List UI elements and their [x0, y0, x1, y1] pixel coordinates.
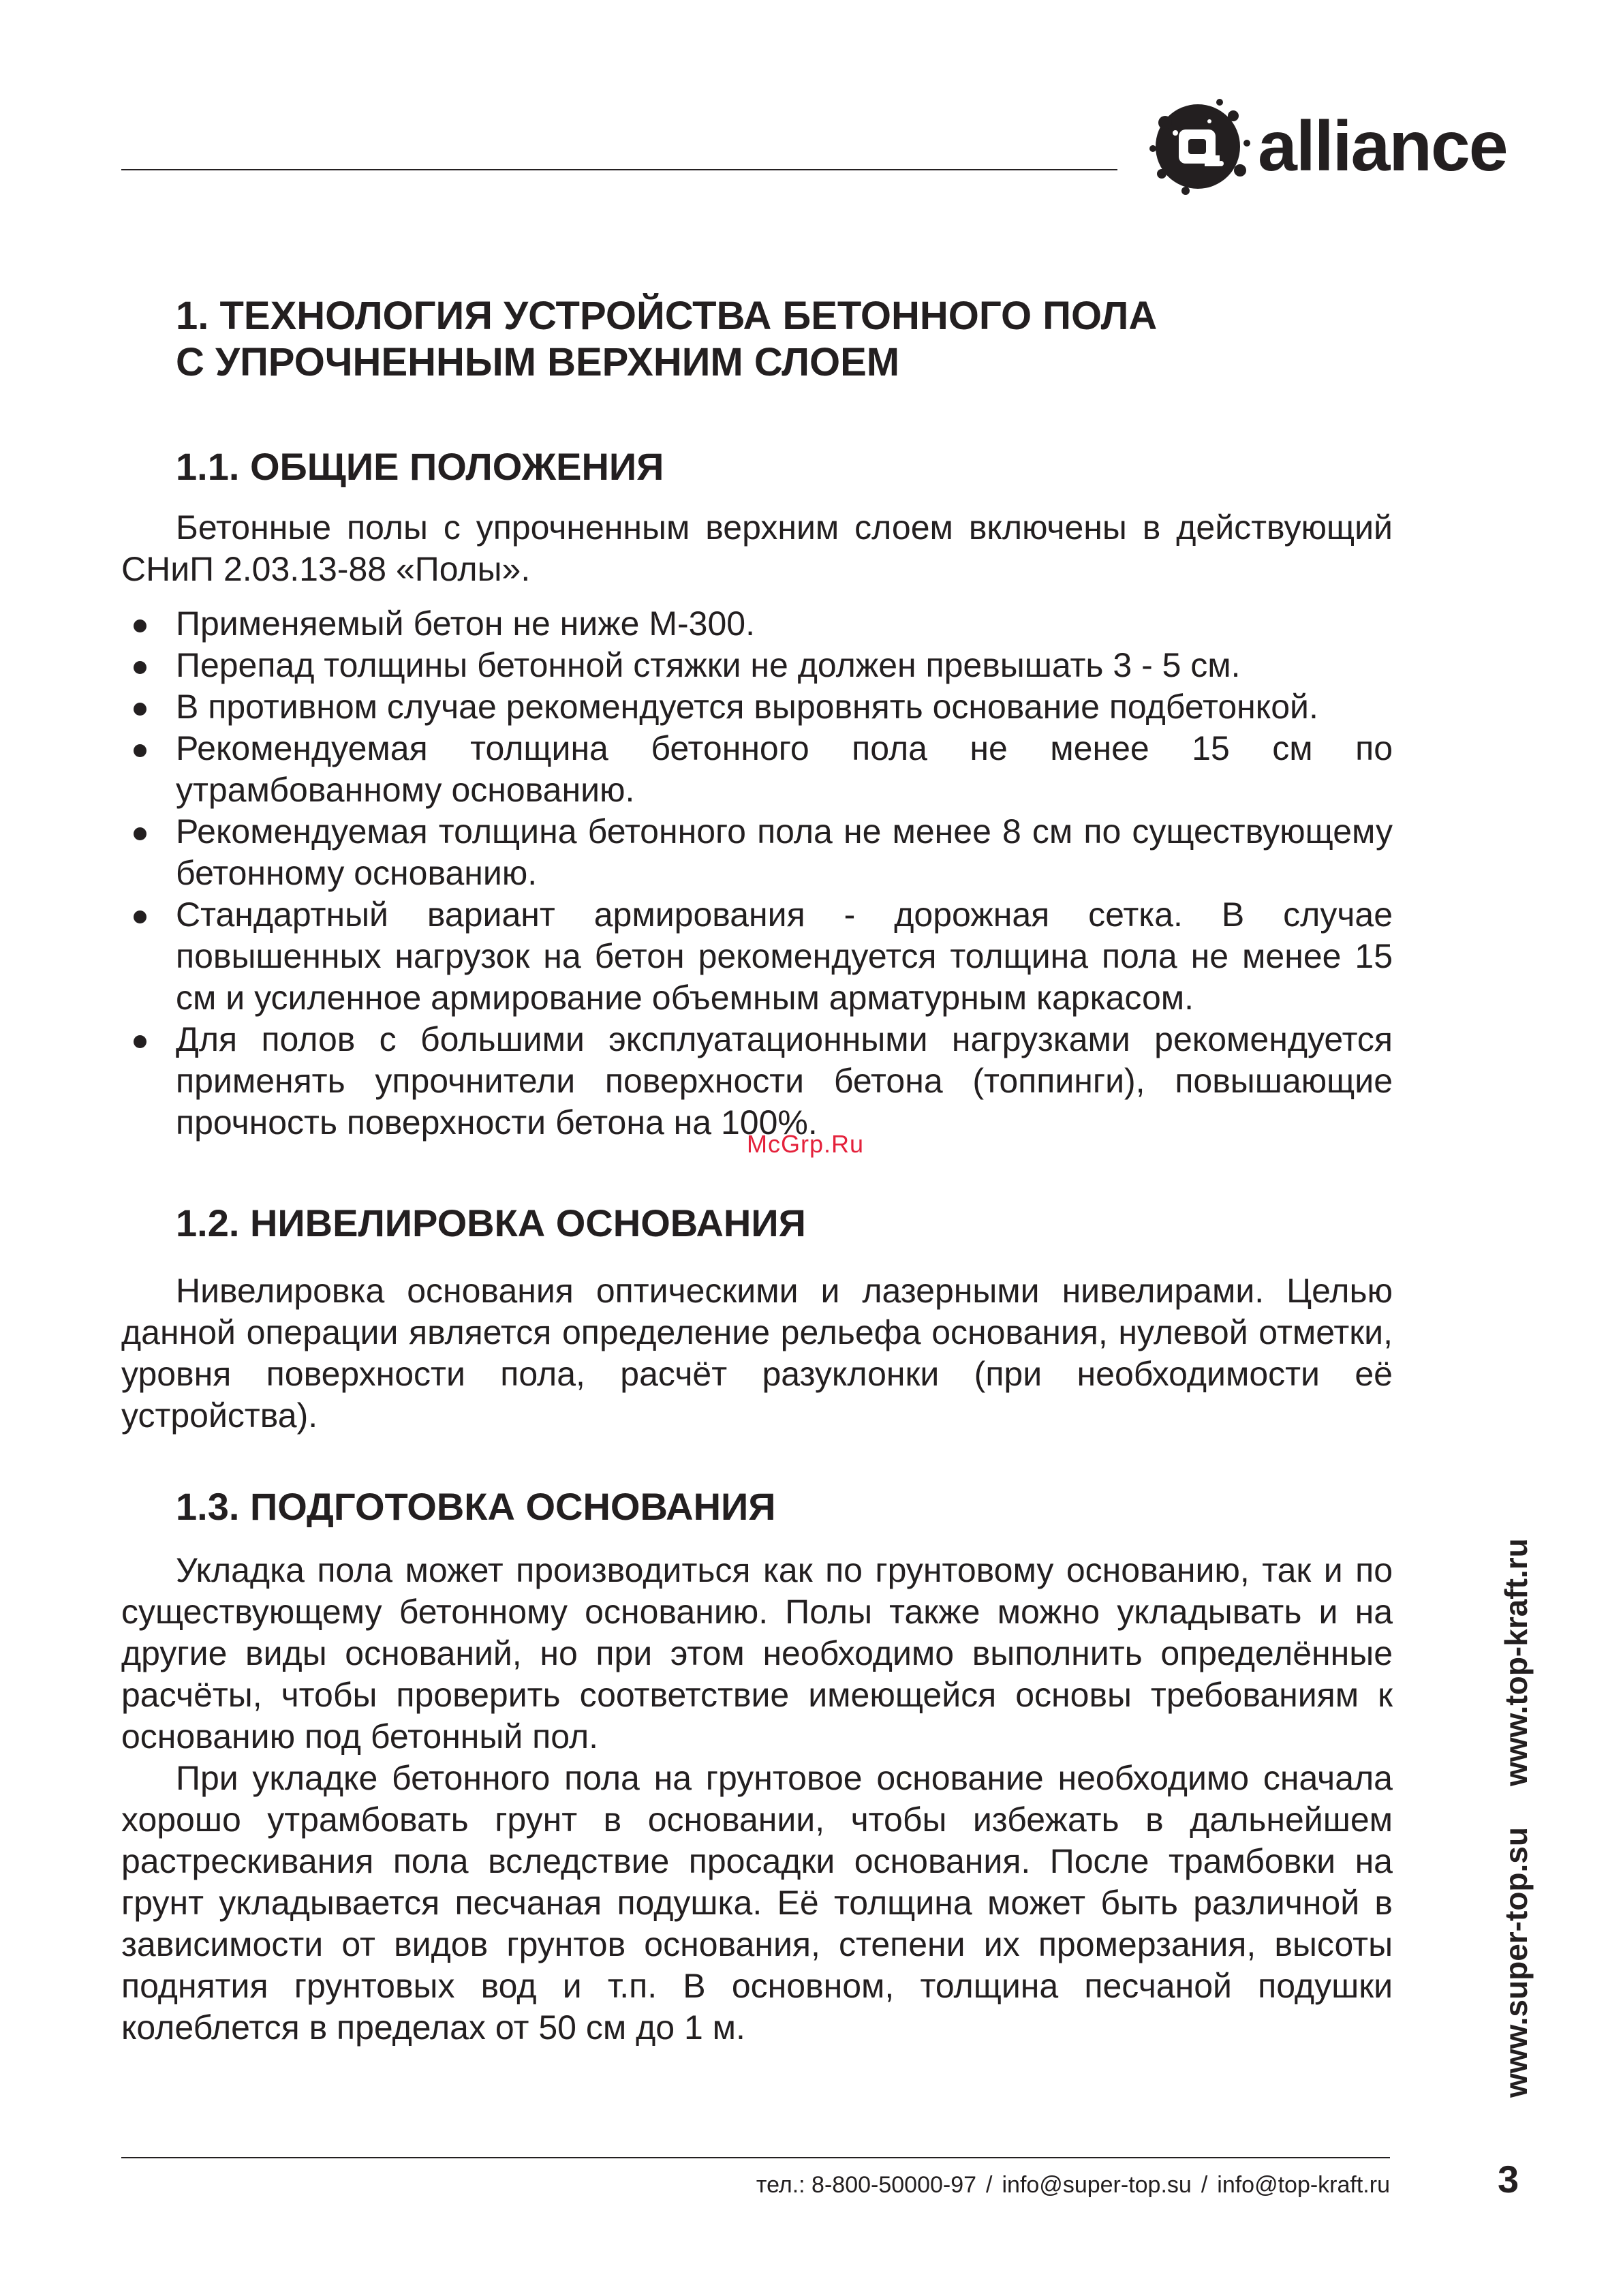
side-website-1: www.super-top.su — [1498, 1827, 1534, 2098]
page-title-line-1: 1. ТЕХНОЛОГИЯ УСТРОЙСТВА БЕТОННОГО ПОЛА — [176, 294, 1158, 338]
general-intro: Бетонные полы с упрочненным верхним слоем включены в действующий СНиП 2.03.13-88 «Полы». — [121, 508, 1393, 588]
preparation-paragraph-2: При укладке бетонного пола на грунтовое основание необходимо сначала хорошо утрамбовать грунт в основании, чтобы избежать в дальнейшем растрескивания пола вследствие просадки основания. После трамбовки на грунт укладывается песчаная подушка. Её толщина может быть различной в зависимости от видов грунтов основания, степени их промерзания, высоты поднятия грунтовых вод и т.п. В основном, толщина песчаной подушки колеблется в пределах от 50 см до 1 м. — [121, 1759, 1393, 2047]
main-content — [121, 293, 1393, 2049]
footer-rule — [121, 2157, 1390, 2158]
list-item: Применяемый бетон не ниже М-300. — [121, 603, 1393, 645]
logo-text: alliance — [1258, 107, 1507, 186]
header-rule — [121, 169, 1117, 170]
preparation-paragraph-1: Укладка пола может производиться как по грунтовому основанию, так и по существующему бетонному основанию. Полы также можно укладывать и на другие виды оснований, но при этом необходимо выполнить определённые расчёты, чтобы проверить соответствие имеющейся основы требованиям к основанию под бетонный пол. — [121, 1551, 1393, 1756]
section-heading-general: 1.1. ОБЩИЕ ПОЛОЖЕНИЯ — [176, 445, 664, 488]
page-title-line-2: С УПРОЧНЕННЫМ ВЕРХНИМ СЛОЕМ — [176, 340, 900, 384]
side-websites — [1498, 1538, 1534, 2098]
list-item: Рекомендуемая толщина бетонного пола не менее 15 см по утрамбованному основанию. — [121, 728, 1393, 811]
list-item: Стандартный вариант армирования - дорожная сетка. В случае повышенных нагрузок на бетон рекомендуется толщина пола не менее 15 см и усиленное армирование объемным арматурным каркасом. — [121, 894, 1393, 1019]
footer-email-2[interactable]: info@top-kraft.ru — [1217, 2172, 1390, 2198]
footer-separator: / — [1201, 2172, 1208, 2198]
section-heading-leveling: 1.2. НИВЕЛИРОВКА ОСНОВАНИЯ — [176, 1201, 806, 1244]
side-website-2: www.top-kraft.ru — [1498, 1538, 1534, 1787]
logo-mark-icon — [1145, 95, 1254, 198]
page-number: 3 — [1498, 2158, 1519, 2201]
footer-email-1[interactable]: info@super-top.su — [1002, 2172, 1192, 2198]
leveling-text: Нивелировка основания оптическими и лазерными нивелирами. Целью данной операции является определение рельефа основания, нулевой отметки, уровня поверхности пола, расчёт разуклонки (при необходимости её устройства). — [121, 1272, 1393, 1435]
footer-contacts — [756, 2172, 1390, 2199]
list-item: Рекомендуемая толщина бетонного пола не менее 8 см по существующему бетонному основанию. — [121, 811, 1393, 894]
list-item: Перепад толщины бетонной стяжки не должен превышать 3 - 5 см. — [121, 645, 1393, 686]
logo — [1145, 95, 1507, 198]
list-item: В противном случае рекомендуется выровнять основание подбетонкой. — [121, 686, 1393, 728]
watermark: McGrp.Ru — [747, 1130, 865, 1158]
page-title — [121, 293, 1393, 386]
section-heading-preparation: 1.3. ПОДГОТОВКА ОСНОВАНИЯ — [176, 1485, 776, 1528]
footer-phone: тел.: 8-800-50000-97 — [756, 2172, 977, 2198]
footer-separator: / — [986, 2172, 993, 2198]
list-item: Для полов с большими эксплуатационными нагрузками рекомендуется применять упрочнители поверхности бетона (топпинги), повышающие прочность поверхности бетона на 100%. — [121, 1019, 1393, 1144]
general-bullet-list — [121, 603, 1393, 1144]
